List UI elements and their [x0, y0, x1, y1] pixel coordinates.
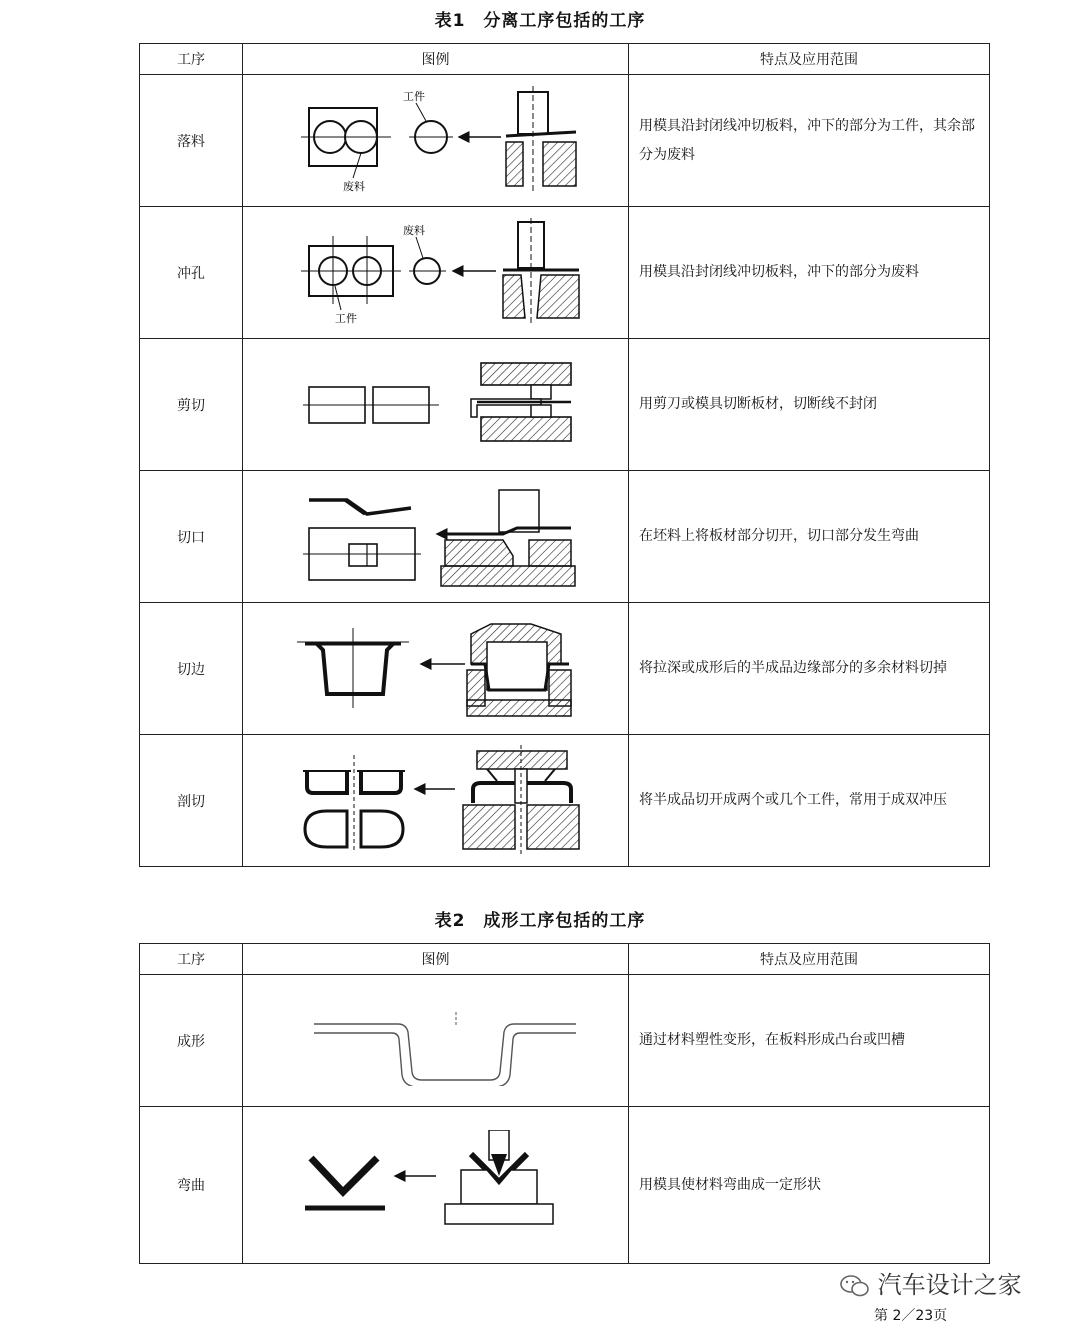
- illustration-forming: [243, 975, 629, 1107]
- wechat-icon: [840, 1274, 870, 1298]
- process-description: 用模具沿封闭线冲切板料，冲下的部分为废料: [629, 207, 990, 339]
- table-row: [140, 735, 990, 867]
- illustration-blanking: [243, 75, 629, 207]
- forming-diagram: [286, 996, 586, 1086]
- shearing-diagram: [291, 355, 581, 455]
- table-row: [140, 603, 990, 735]
- label-scrap: 废料: [342, 179, 365, 193]
- table2-caption: 表2 成形工序包括的工序: [434, 911, 646, 931]
- process-description: 用模具使材料弯曲成一定形状: [629, 1107, 990, 1264]
- blanking-diagram: [291, 86, 581, 196]
- process-description: 用模具沿封闭线冲切板料，冲下的部分为工件，其余部分为废料: [629, 75, 990, 207]
- table-header-row: [140, 944, 990, 975]
- slitting-diagram: [291, 745, 581, 857]
- process-name: 弯曲: [140, 1107, 243, 1264]
- table-row: [140, 975, 990, 1107]
- process-description: 在坯料上将板材部分切开，切口部分发生弯曲: [629, 471, 990, 603]
- illustration-slitting: [243, 735, 629, 867]
- process-name: 成形: [140, 975, 243, 1107]
- page-number: 第 2／23页: [874, 1308, 948, 1324]
- table-row: [140, 1107, 990, 1264]
- header-features: 特点及应用范围: [629, 944, 990, 975]
- label-workpiece: 工件: [334, 311, 357, 325]
- process-description: 将半成品切开成两个或几个工件，常用于成双冲压: [629, 735, 990, 867]
- process-name: 冲孔: [140, 207, 243, 339]
- table-separation-processes: [139, 43, 990, 867]
- table-forming-processes: [139, 943, 990, 1264]
- bending-diagram: [291, 1130, 581, 1240]
- header-process: 工序: [140, 944, 243, 975]
- header-illustration: 图例: [243, 944, 629, 975]
- illustration-trimming: [243, 603, 629, 735]
- table-row: [140, 339, 990, 471]
- illustration-punching: [243, 207, 629, 339]
- table-header-row: [140, 44, 990, 75]
- process-description: 用剪刀或模具切断板材，切断线不封闭: [629, 339, 990, 471]
- illustration-notching: [243, 471, 629, 603]
- process-name: 落料: [140, 75, 243, 207]
- illustration-shearing: [243, 339, 629, 471]
- watermark-text: 汽车设计之家: [877, 1271, 1022, 1299]
- punching-diagram: [291, 218, 581, 328]
- process-name: 剪切: [140, 339, 243, 471]
- label-scrap: 废料: [402, 223, 425, 237]
- process-name: 切边: [140, 603, 243, 735]
- label-workpiece: 工件: [402, 89, 425, 103]
- process-name: 剖切: [140, 735, 243, 867]
- watermark: [840, 1265, 1022, 1300]
- header-process: 工序: [140, 44, 243, 75]
- table-row: [140, 207, 990, 339]
- table1-caption: 表1 分离工序包括的工序: [434, 11, 646, 31]
- table-row: [140, 75, 990, 207]
- header-features: 特点及应用范围: [629, 44, 990, 75]
- process-description: 通过材料塑性变形，在板料形成凸台或凹槽: [629, 975, 990, 1107]
- header-illustration: 图例: [243, 44, 629, 75]
- table-row: [140, 471, 990, 603]
- trimming-diagram: [291, 614, 581, 724]
- process-name: 切口: [140, 471, 243, 603]
- process-description: 将拉深或成形后的半成品边缘部分的多余材料切掉: [629, 603, 990, 735]
- notching-diagram: [291, 482, 581, 592]
- illustration-bending: [243, 1107, 629, 1264]
